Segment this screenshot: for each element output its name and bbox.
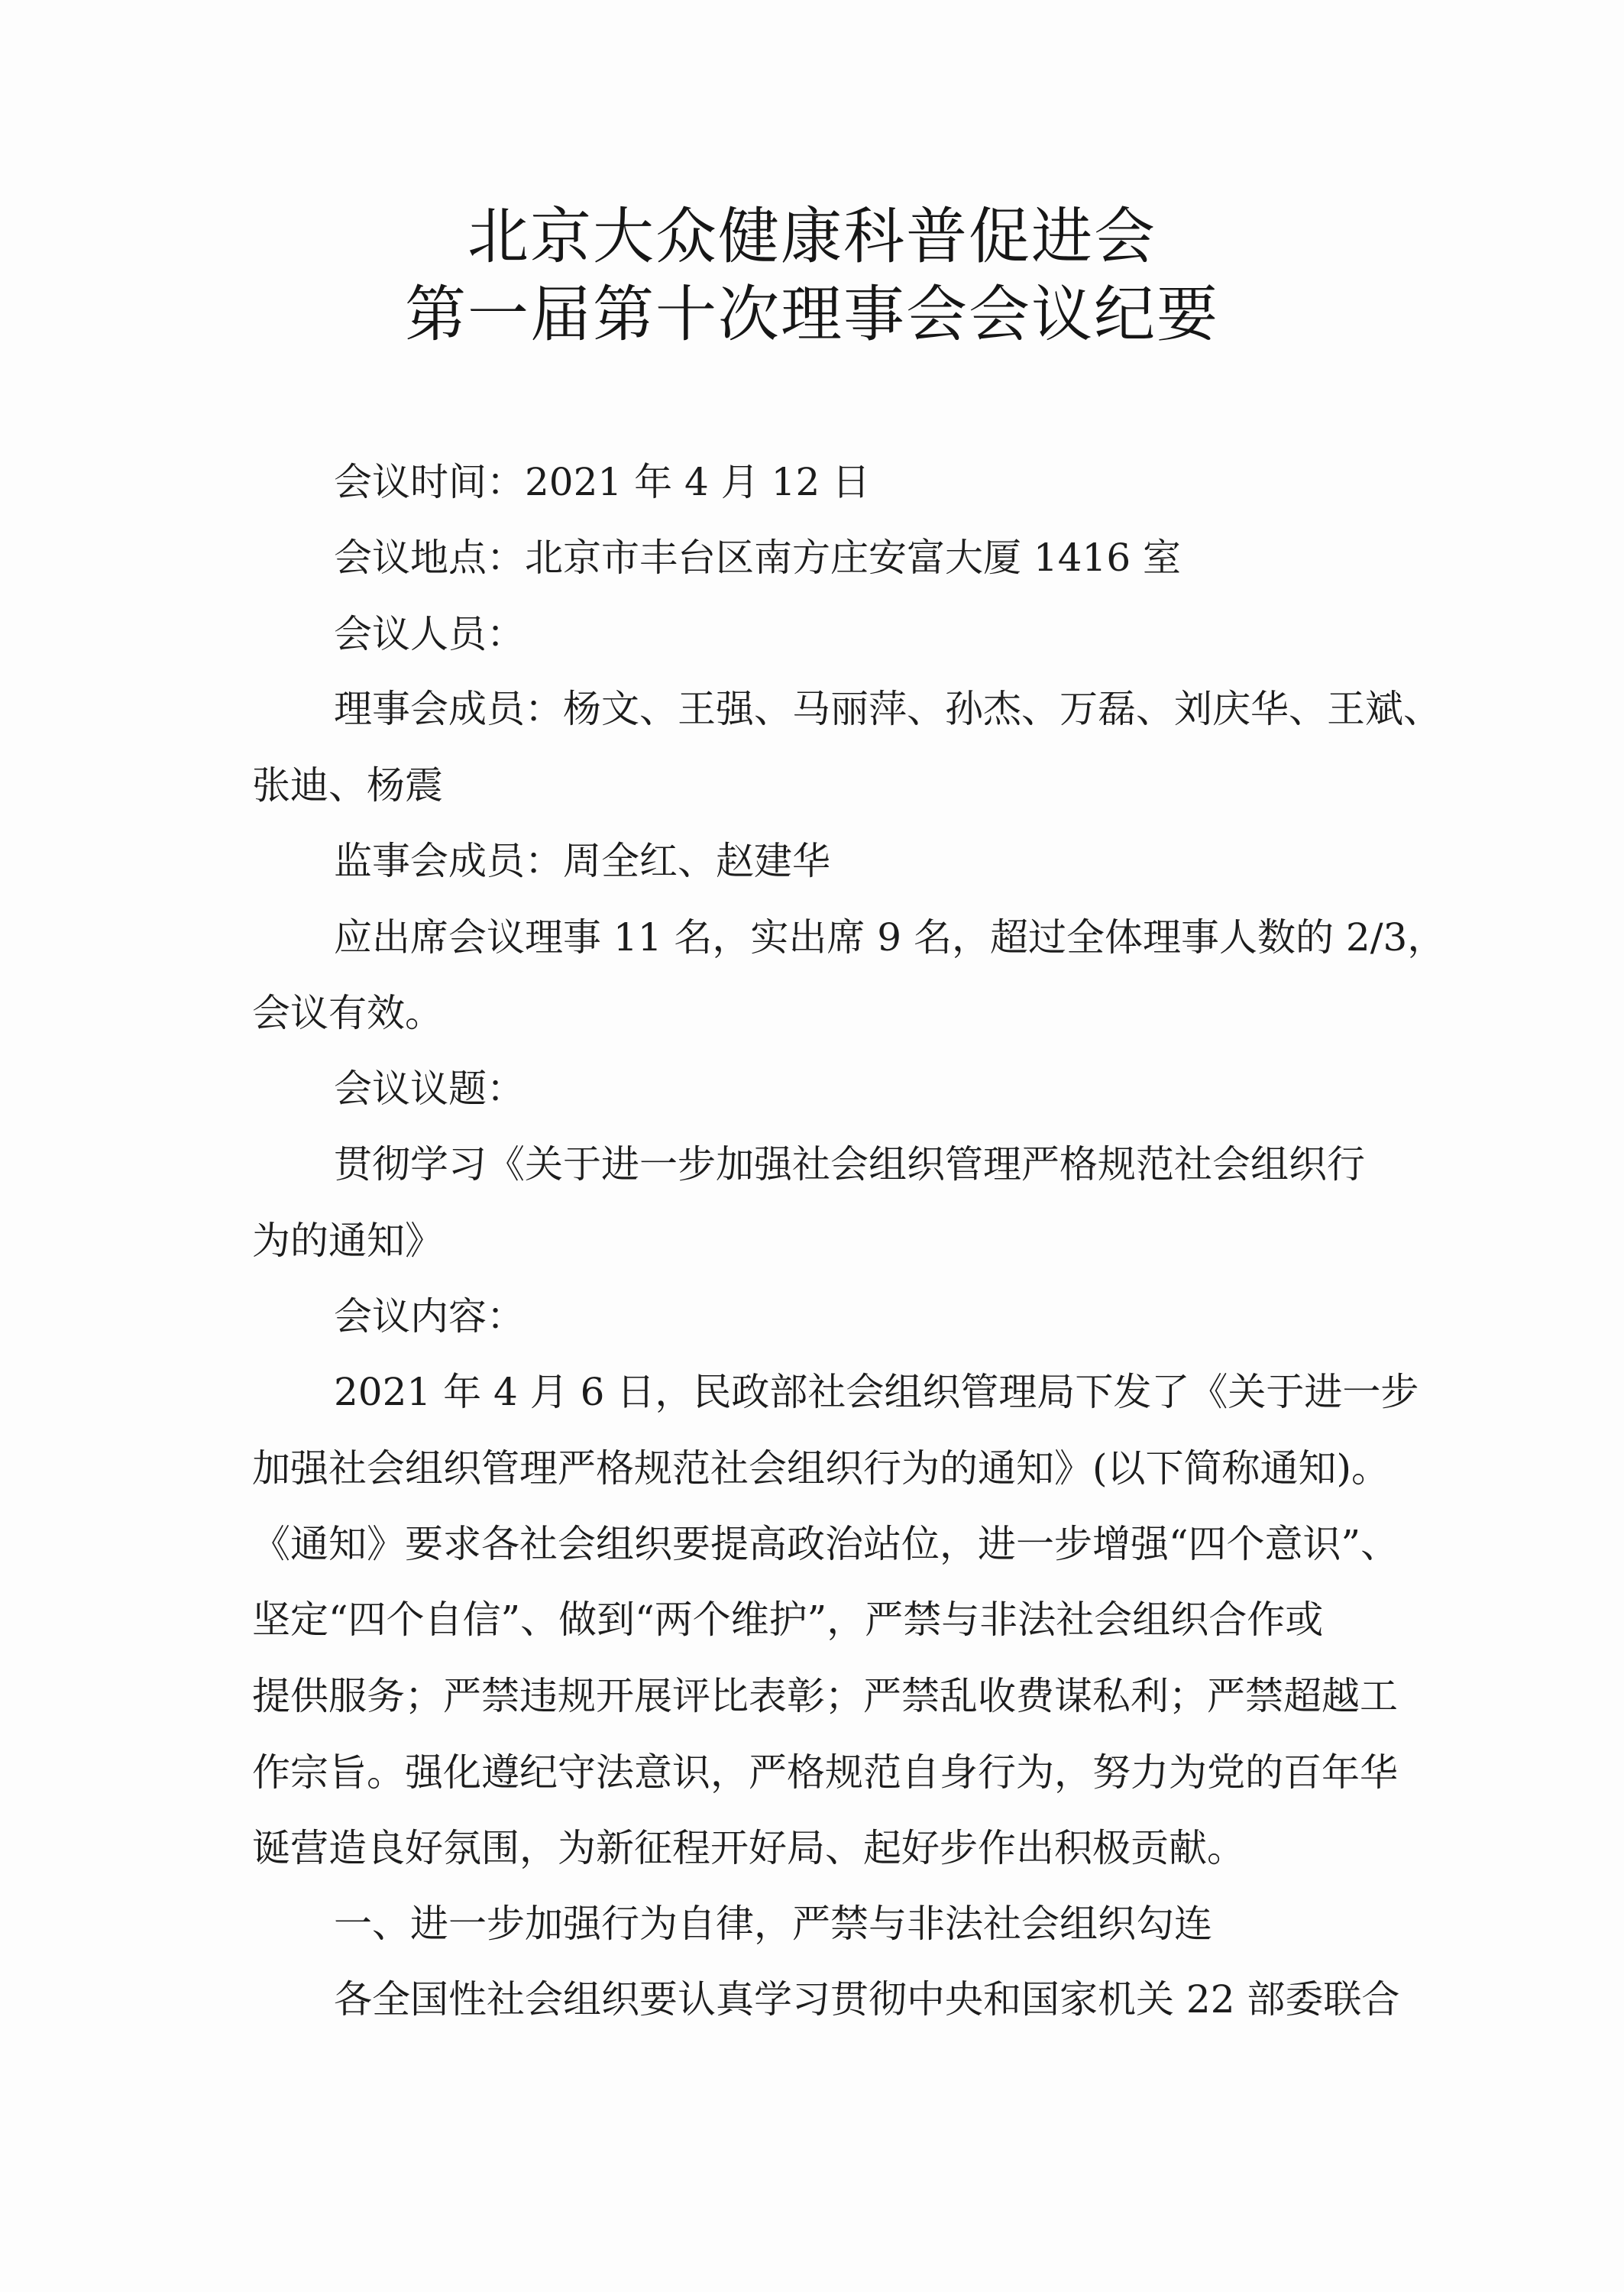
council-members: 理事会成员：杨文、王强、马丽萍、孙杰、万磊、刘庆华、王斌、 xyxy=(334,687,1441,731)
content-paragraph-line: 加强社会组织管理严格规范社会组织行为的通知》(以下简称通知)。 xyxy=(252,1446,1390,1491)
quorum-statement: 应出席会议理事 11 名，实出席 9 名，超过全体理事人数的 2/3， xyxy=(334,915,1446,960)
meeting-content-label: 会议内容： xyxy=(334,1294,525,1339)
section-1-paragraph-line: 各全国性社会组织要认真学习贯彻中央和国家机关 22 部委联合 xyxy=(334,1977,1400,2022)
supervisory-members: 监事会成员：周全红、赵建华 xyxy=(334,839,830,883)
content-paragraph-line: 作宗旨。强化遵纪守法意识，严格规范自身行为，努力为党的百年华 xyxy=(252,1750,1398,1795)
meeting-topic-label: 会议议题： xyxy=(334,1067,525,1111)
meeting-time: 会议时间：2021 年 4 月 12 日 xyxy=(334,460,871,504)
council-members-cont: 张迪、杨震 xyxy=(252,763,443,808)
meeting-attendees-label: 会议人员： xyxy=(334,612,525,656)
meeting-location: 会议地点：北京市丰台区南方庄安富大厦 1416 室 xyxy=(334,536,1182,580)
content-paragraph-line: 《通知》要求各社会组织要提高政治站位，进一步增强“四个意识”、 xyxy=(252,1522,1399,1566)
meeting-topic: 贯彻学习《关于进一步加强社会组织管理严格规范社会组织行 xyxy=(334,1142,1365,1186)
section-heading-1: 一、进一步加强行为自律，严禁与非法社会组织勾连 xyxy=(334,1902,1212,1946)
content-paragraph-line: 提供服务；严禁违规开展评比表彰；严禁乱收费谋私利；严禁超越工 xyxy=(252,1674,1398,1718)
document-title-line2: 第一届第十次理事会会议纪要 xyxy=(405,279,1219,350)
content-paragraph-line: 诞营造良好氛围，为新征程开好局、起好步作出积极贡献。 xyxy=(252,1826,1245,1870)
meeting-topic-cont: 为的通知》 xyxy=(252,1219,443,1263)
document-title-line1: 北京大众健康科普促进会 xyxy=(467,201,1157,272)
content-paragraph-line: 2021 年 4 月 6 日，民政部社会组织管理局下发了《关于进一步 xyxy=(334,1370,1419,1414)
quorum-statement-cont: 会议有效。 xyxy=(252,991,443,1035)
content-paragraph-line: 坚定“四个自信”、做到“两个维护”，严禁与非法社会组织合作或 xyxy=(252,1598,1324,1642)
